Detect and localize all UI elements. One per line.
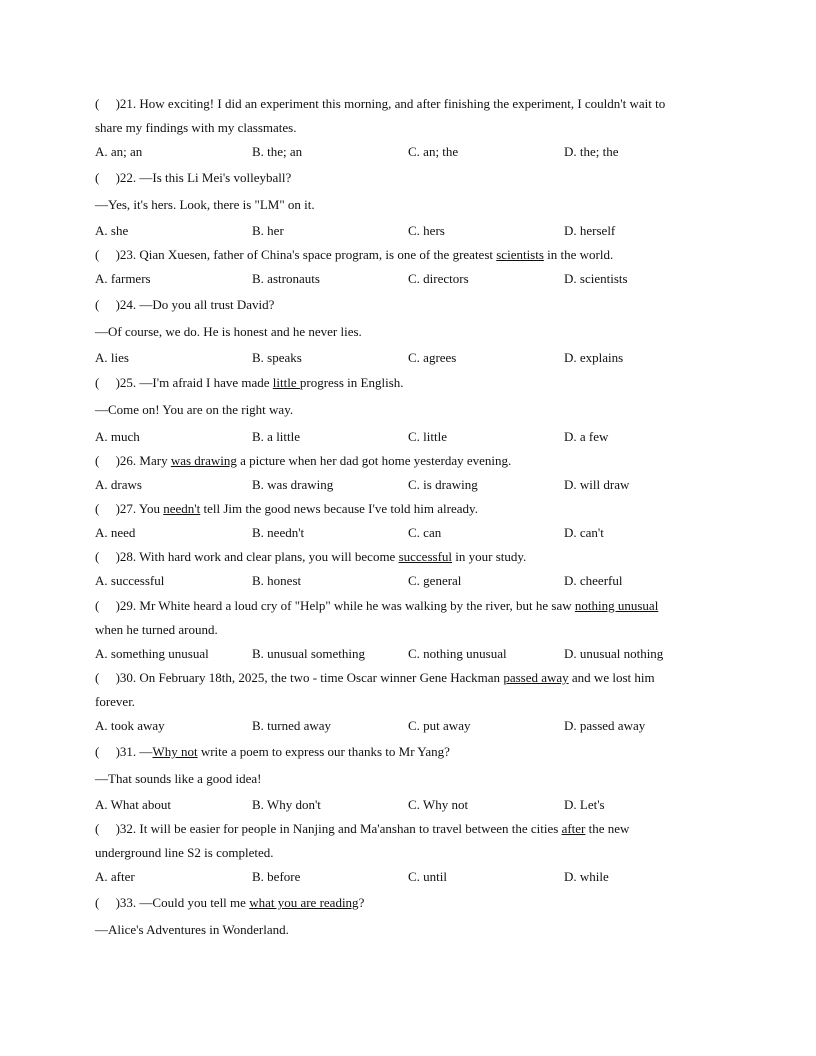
option-d[interactable]: D. explains xyxy=(564,350,624,365)
question-27-text: ( )27. You xyxy=(95,501,164,516)
option-a[interactable]: A. took away xyxy=(95,718,165,733)
question-23-text-end: in the world. xyxy=(543,247,614,262)
option-c[interactable]: C. is drawing xyxy=(408,477,478,492)
question-27-options xyxy=(95,525,720,541)
option-a[interactable]: A. successful xyxy=(95,573,165,588)
option-d[interactable]: D. can't xyxy=(564,525,604,540)
option-c[interactable]: C. put away xyxy=(408,718,471,733)
question-26-line-1 xyxy=(95,453,511,469)
question-31-line-2 xyxy=(95,771,261,787)
question-25-text: ( )25. —I'm afraid I have made xyxy=(95,375,273,390)
question-32-line-2 xyxy=(95,845,273,861)
option-c[interactable]: C. nothing unusual xyxy=(408,646,507,661)
underlined-word: Why not xyxy=(152,744,198,759)
question-26-options xyxy=(95,477,720,493)
question-22-text-cont: —Yes, it's hers. Look, there is "LM" on it. xyxy=(95,197,315,212)
question-25-options xyxy=(95,429,720,445)
question-26-text: ( )26. Mary xyxy=(95,453,171,468)
question-21-options xyxy=(95,144,720,160)
underlined-word: scientists xyxy=(496,247,544,262)
question-24-options xyxy=(95,350,720,366)
option-b[interactable]: B. Why don't xyxy=(252,797,321,812)
question-30-text-end: and we lost him xyxy=(568,670,655,685)
option-c[interactable]: C. hers xyxy=(408,223,445,238)
option-c[interactable]: C. little xyxy=(408,429,447,444)
question-33-line-2 xyxy=(95,922,289,938)
underlined-word: what you are reading xyxy=(249,895,359,910)
option-d[interactable]: D. Let's xyxy=(564,797,605,812)
question-24-line-2 xyxy=(95,324,362,340)
question-32-text-cont: underground line S2 is completed. xyxy=(95,845,274,860)
question-23-options xyxy=(95,271,720,287)
question-26-text-end: a picture when her dad got home yesterday evening. xyxy=(236,453,512,468)
question-28-text-end: in your study. xyxy=(452,549,527,564)
question-29-text: ( )29. Mr White heard a loud cry of "Help" while he was walking by the river, but he saw xyxy=(95,598,575,613)
option-a[interactable]: A. What about xyxy=(95,797,171,812)
question-33-text: ( )33. —Could you tell me xyxy=(95,895,250,910)
question-21-line-2 xyxy=(95,120,296,136)
question-32-line-1 xyxy=(95,821,629,837)
underlined-word: successful xyxy=(398,549,453,564)
question-25-text-cont: —Come on! You are on the right way. xyxy=(95,402,294,417)
option-d[interactable]: D. unusual nothing xyxy=(564,646,664,661)
question-31-text-cont: —That sounds like a good idea! xyxy=(95,771,262,786)
question-32-text-end: the new xyxy=(585,821,630,836)
question-28-text: ( )28. With hard work and clear plans, you will become xyxy=(95,549,399,564)
option-c[interactable]: C. can xyxy=(408,525,442,540)
question-29-line-1 xyxy=(95,598,658,614)
option-c[interactable]: C. directors xyxy=(408,271,469,286)
question-27-line-1 xyxy=(95,501,478,517)
question-31-options xyxy=(95,797,720,813)
underlined-word: needn't xyxy=(163,501,201,516)
option-c[interactable]: C. an; the xyxy=(408,144,459,159)
option-c[interactable]: C. Why not xyxy=(408,797,469,812)
option-a[interactable]: A. farmers xyxy=(95,271,151,286)
question-24-text-cont: —Of course, we do. He is honest and he never lies. xyxy=(95,324,362,339)
question-22-line-2 xyxy=(95,197,315,213)
option-d[interactable]: D. the; the xyxy=(564,144,619,159)
question-23-text: ( )23. Qian Xuesen, father of China's space program, is one of the greatest xyxy=(95,247,497,262)
question-22-options xyxy=(95,223,720,239)
question-32-options xyxy=(95,869,720,885)
question-25-line-1 xyxy=(95,375,404,391)
option-b[interactable]: B. was drawing xyxy=(252,477,334,492)
question-30-line-2 xyxy=(95,694,135,710)
question-30-text: ( )30. On February 18th, 2025, the two - time Oscar winner Gene Hackman xyxy=(95,670,504,685)
question-22-line-1 xyxy=(95,170,291,186)
option-b[interactable]: B. the; an xyxy=(252,144,303,159)
question-21-text: ( )21. How exciting! I did an experiment this morning, and after finishing the experiment, I couldn't wait to xyxy=(95,96,666,111)
question-32-text: ( )32. It will be easier for people in Nanjing and Ma'anshan to travel between the cities xyxy=(95,821,562,836)
underlined-word: after xyxy=(561,821,586,836)
option-d[interactable]: D. herself xyxy=(564,223,616,238)
option-d[interactable]: D. cheerful xyxy=(564,573,623,588)
option-b[interactable]: B. astronauts xyxy=(252,271,320,286)
question-23-line-1 xyxy=(95,247,613,263)
option-b[interactable]: B. before xyxy=(252,869,301,884)
question-30-text-cont: forever. xyxy=(95,694,136,709)
question-31-text: ( )31. — xyxy=(95,744,153,759)
question-24-line-1 xyxy=(95,297,274,313)
underlined-word: little xyxy=(272,375,300,390)
question-33-line-1 xyxy=(95,895,364,911)
option-b[interactable]: B. unusual something xyxy=(252,646,366,661)
option-a[interactable]: A. lies xyxy=(95,350,129,365)
option-a[interactable]: A. something unusual xyxy=(95,646,209,661)
option-b[interactable]: B. turned away xyxy=(252,718,332,733)
option-d[interactable]: D. while xyxy=(564,869,609,884)
question-33-text-cont: —Alice's Adventures in Wonderland. xyxy=(95,922,289,937)
question-28-options xyxy=(95,573,720,589)
option-a[interactable]: A. much xyxy=(95,429,140,444)
option-a[interactable]: A. she xyxy=(95,223,129,238)
question-27-text-end: tell Jim the good news because I've told him already. xyxy=(200,501,478,516)
option-b[interactable]: B. a little xyxy=(252,429,301,444)
option-c[interactable]: C. general xyxy=(408,573,462,588)
question-29-options xyxy=(95,646,720,662)
question-24-text: ( )24. —Do you all trust David? xyxy=(95,297,275,312)
question-30-options xyxy=(95,718,720,734)
question-22-text: ( )22. —Is this Li Mei's volleyball? xyxy=(95,170,292,185)
option-a[interactable]: A. after xyxy=(95,869,135,884)
option-d[interactable]: D. passed away xyxy=(564,718,646,733)
option-a[interactable]: A. need xyxy=(95,525,136,540)
option-b[interactable]: B. needn't xyxy=(252,525,305,540)
option-d[interactable]: D. a few xyxy=(564,429,609,444)
question-28-line-1 xyxy=(95,549,526,565)
option-c[interactable]: C. agrees xyxy=(408,350,457,365)
question-25-line-2 xyxy=(95,402,293,418)
option-b[interactable]: B. her xyxy=(252,223,284,238)
option-d[interactable]: D. scientists xyxy=(564,271,628,286)
question-33-text-end: ? xyxy=(358,895,365,910)
underlined-word: passed away xyxy=(503,670,569,685)
question-21-text-cont: share my findings with my classmates. xyxy=(95,120,297,135)
option-d[interactable]: D. will draw xyxy=(564,477,630,492)
underlined-word: was drawing xyxy=(170,453,237,468)
option-c[interactable]: C. until xyxy=(408,869,448,884)
question-25-text-end: progress in English. xyxy=(299,375,404,390)
question-29-line-2 xyxy=(95,622,218,638)
option-a[interactable]: A. draws xyxy=(95,477,142,492)
option-b[interactable]: B. honest xyxy=(252,573,302,588)
option-b[interactable]: B. speaks xyxy=(252,350,302,365)
option-a[interactable]: A. an; an xyxy=(95,144,143,159)
question-31-text-end: write a poem to express our thanks to Mr Yang? xyxy=(197,744,450,759)
question-21-line-1 xyxy=(95,96,665,112)
question-31-line-1 xyxy=(95,744,450,760)
question-30-line-1 xyxy=(95,670,655,686)
underlined-word: nothing unusual xyxy=(574,598,659,613)
question-29-text-cont: when he turned around. xyxy=(95,622,218,637)
